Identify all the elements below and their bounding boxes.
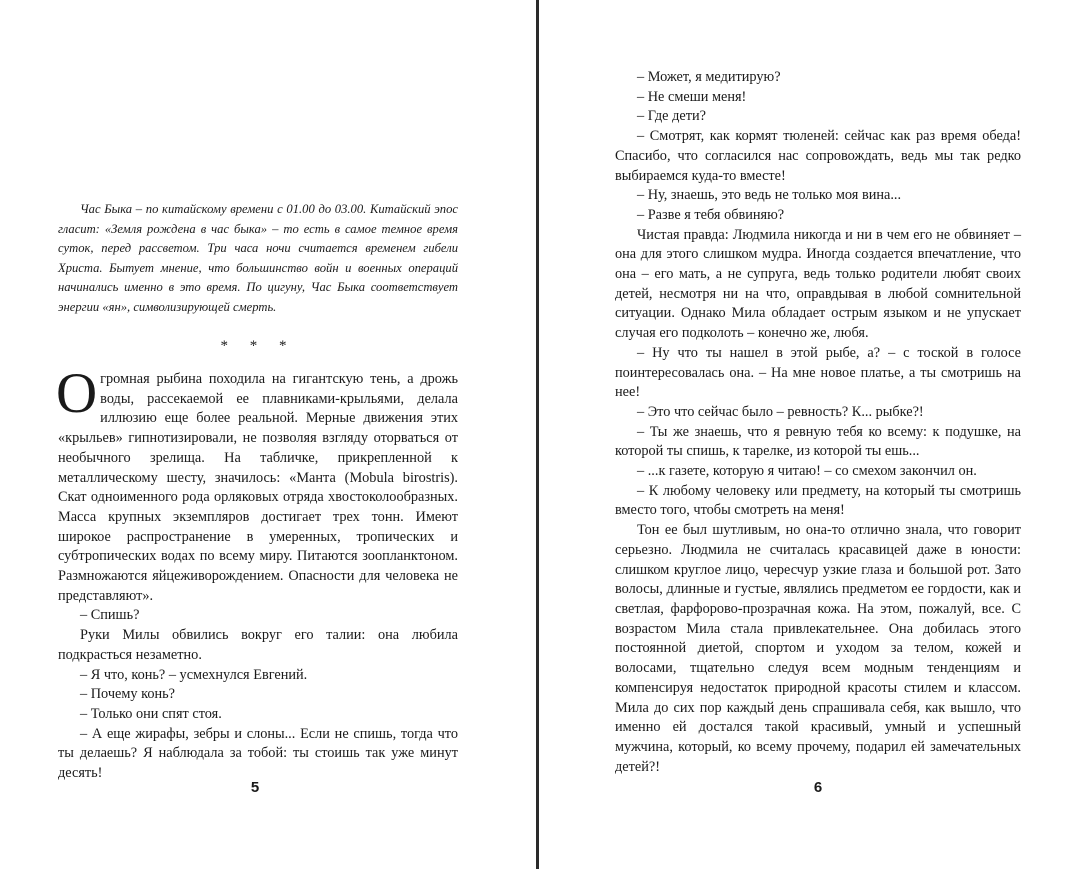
paragraph: – Смотрят, как кормят тюленей: сейчас как раз время обеда! Спасибо, что согласился нас сопровождать, ведь мы так редко выбираемся куда-то вместе!	[615, 128, 1021, 184]
paragraph: – Ты же знаешь, что я ревную тебя ко всему: к подушке, на которой ты спишь, к тарелке, из которой ты ешь...	[615, 423, 1021, 460]
epigraph: Час Быка – по китайскому времени с 01.00 до 03.00. Китайский эпос гласит: «Земля рождена в час быка» – то есть в самое темное время суток, перед рассветом. Три часа ночи считается временем гибели Христа. Бытует мнение, что большинство войн и военных операций начинались именно в это время. По цигуну, Час Быка соответствует энергии «ян», символизирующей смерть.	[58, 202, 458, 314]
paragraph: – Я что, конь? – усмехнулся Евгений.	[80, 666, 308, 683]
paragraph: Руки Милы обвились вокруг его талии: она любила подкрасться незаметно.	[58, 627, 458, 663]
paragraph: – К любому человеку или предмету, на который ты смотришь вместо того, чтобы смотреть на меня!	[615, 482, 1021, 519]
right-page-body	[615, 68, 1021, 777]
paragraph: – Разве я тебя обвиняю?	[637, 206, 785, 223]
paragraph: – Почему конь?	[80, 686, 176, 703]
paragraph: – ...к газете, которую я читаю! – со смехом закончил он.	[637, 463, 977, 480]
paragraph: Чистая правда: Людмила никогда и ни в чем его не обвиняет – она для этого слишком мудра. Иногда создается впечатление, что она – его мать, а не супруга, ведь только родители любят своих детей, несмотря ни на что, оправдывая в любой сомнительной ситуации. Однако Мила обладает острым языком и не упускает случая его подколоть – конечно же, любя.	[615, 226, 1021, 342]
left-page	[0, 0, 536, 869]
paragraph: – Спишь?	[80, 607, 140, 624]
paragraph: – Не смеши меня!	[637, 88, 747, 105]
paragraph: – Где дети?	[637, 108, 706, 125]
paragraph: – Это что сейчас было – ревность? К... рыбке?!	[637, 403, 924, 420]
opening-paragraph-text: громная рыбина походила на гигантскую тень, а дрожь воды, рассекаемой ее плавниками-крыльями, делала иллюзию еще более реальной. Мерные движения этих «крыльев» гипнотизировали, не позволяя взгляду оторваться от необычного зрелища. На табличке, прикрепленной к металлическому шесту, значилось: «Манта (Mobula birostris). Скат одноименного рода орляковых отряда хвостоколообразных. Масса крупных экземпляров достигает трех тонн. Имеют широкое распространение в умеренных, тропических и субтропических водах по всему миру. Питаются зоопланктоном. Размножаются яйцеживорождением. Опасности для человека не представляют».	[58, 371, 458, 604]
section-separator: * * *	[220, 338, 296, 354]
left-page-body	[56, 362, 458, 784]
page-number-right: 6	[813, 779, 823, 796]
drop-cap: О	[56, 362, 98, 425]
paragraph: – А еще жирафы, зебры и слоны... Если не спишь, тогда что ты делаешь? Я наблюдала за тобой: ты стоишь так уже минут десять!	[58, 725, 458, 782]
paragraph: Тон ее был шутливым, но она-то отлично знала, что говорит серьезно. Людмила не считалась красавицей даже в юности: слишком круглое лицо, чересчур узкие глаза и большой рот. Зато волосы, длинные и густые, являлись предметом ее гордости, как и светлая, фарфорово-прозрачная кожа. На этом, пожалуй, все. С возрастом Мила стала привлекательнее. Она добилась этого постоянной диетой, спортом и уходом за телом, кожей и волосами, тщательно следуя всем модным тенденциям и компенсируя недостаток природной красоты стилем и классом. Мила до сих пор каждый день спрашивала себя, как вышло, что именно ей достался такой красивый, умный и успешный мужчина, который, ко всему прочему, подарил ей замечательных детей?!	[615, 522, 1021, 775]
paragraph: – Только они спят стоя.	[80, 705, 222, 722]
opening-paragraph	[56, 362, 458, 606]
page-number-left: 5	[250, 779, 260, 796]
right-page	[539, 0, 1077, 869]
paragraph: – Ну, знаешь, это ведь не только моя вина...	[637, 187, 902, 204]
paragraph: – Ну что ты нашел в этой рыбе, а? – с тоской в голосе поинтересовалась она. – На мне новое платье, а ты смотришь на нее!	[615, 344, 1021, 401]
paragraph: – Может, я медитирую?	[637, 69, 781, 85]
